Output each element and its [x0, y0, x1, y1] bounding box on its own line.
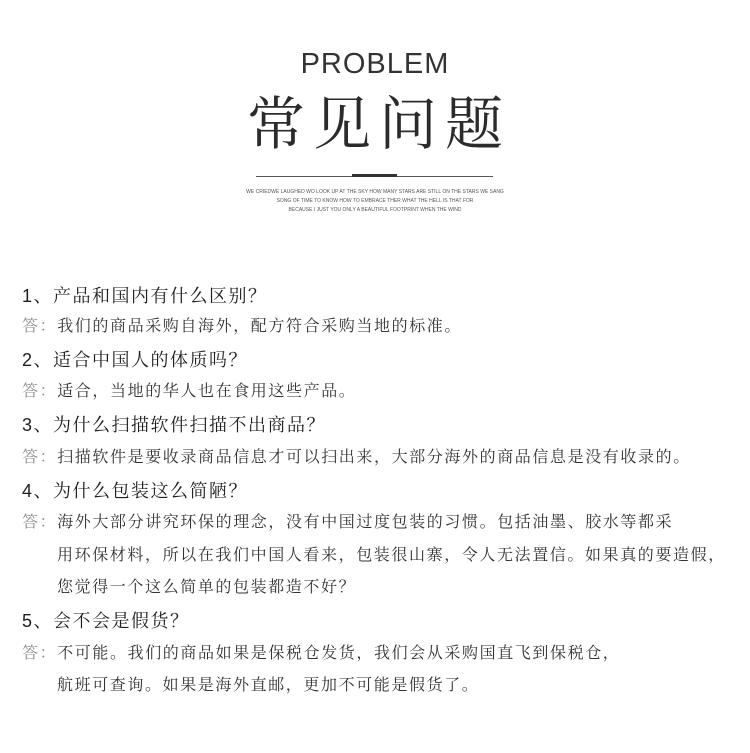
answer-text: 海外大部分讲究环保的理念，没有中国过度包装的习惯。包括油墨、胶水等都采	[57, 514, 674, 531]
faq-question-3: 3、为什么扫描软件扫描不出商品？	[22, 415, 327, 435]
answer-label: 答：	[22, 514, 58, 531]
answer-text: 适合，当地的华人也在食用这些产品。	[57, 383, 357, 400]
faq-answer-2-line-1	[22, 380, 356, 404]
tagline-line-2: SONG OF TIME TO KNOW HOW TO EMBRACE THER WHAT THE HELL IS THAT FOR	[276, 198, 474, 204]
answer-label: 答：	[22, 449, 58, 466]
faq-question-5: 5、会不会是假货？	[22, 611, 190, 631]
faq-question-2: 2、适合中国人的体质吗？	[22, 350, 249, 370]
faq-answer-5-line-2: 航班可查询。如果是海外直邮，更加不可能是假货了。	[57, 677, 480, 694]
title-english: PROBLEM	[300, 48, 450, 80]
answer-text: 不可能。我们的商品如果是保税仓发货，我们会从采购国直飞到保税仓，	[57, 645, 621, 662]
faq-answer-1-line-1	[22, 315, 462, 339]
answer-text: 扫描软件是要收录商品信息才可以扫出来，大部分海外的商品信息是没有收录的。	[57, 449, 691, 466]
answer-label: 答：	[22, 645, 58, 662]
faq-answer-4-line-3: 您觉得一个这么简单的包装都造不好？	[57, 579, 357, 596]
tagline-line-3: BECAUSE I JUST YOU ONLY A BEAUTIFUL FOOTPRINT WHEN THE WIND	[288, 207, 462, 213]
title-chinese: 常见问题	[246, 92, 511, 157]
faq-question-1: 1、产品和国内有什么区别？	[22, 286, 268, 306]
answer-label: 答：	[22, 318, 58, 335]
title-divider-accent	[352, 174, 397, 177]
faq-answer-5-line-1	[22, 642, 620, 666]
faq-answer-4-line-1	[22, 511, 673, 535]
answer-text: 我们的商品采购自海外，配方符合采购当地的标准。	[57, 318, 463, 335]
faq-question-4: 4、为什么包装这么简陋？	[22, 481, 249, 501]
tagline-line-1: WE CRIEDWE LAUGHED WO LOOK UP AT THE SKY HOW MANY STARS ARE STILL ON THE STARS WE SANG	[246, 189, 504, 195]
faq-answer-3-line-1	[22, 446, 691, 470]
faq-answer-4-line-2: 用环保材料，所以在我们中国人看来，包装很山寨，令人无法置信。如果真的要造假，	[57, 547, 726, 564]
answer-label: 答：	[22, 383, 58, 400]
